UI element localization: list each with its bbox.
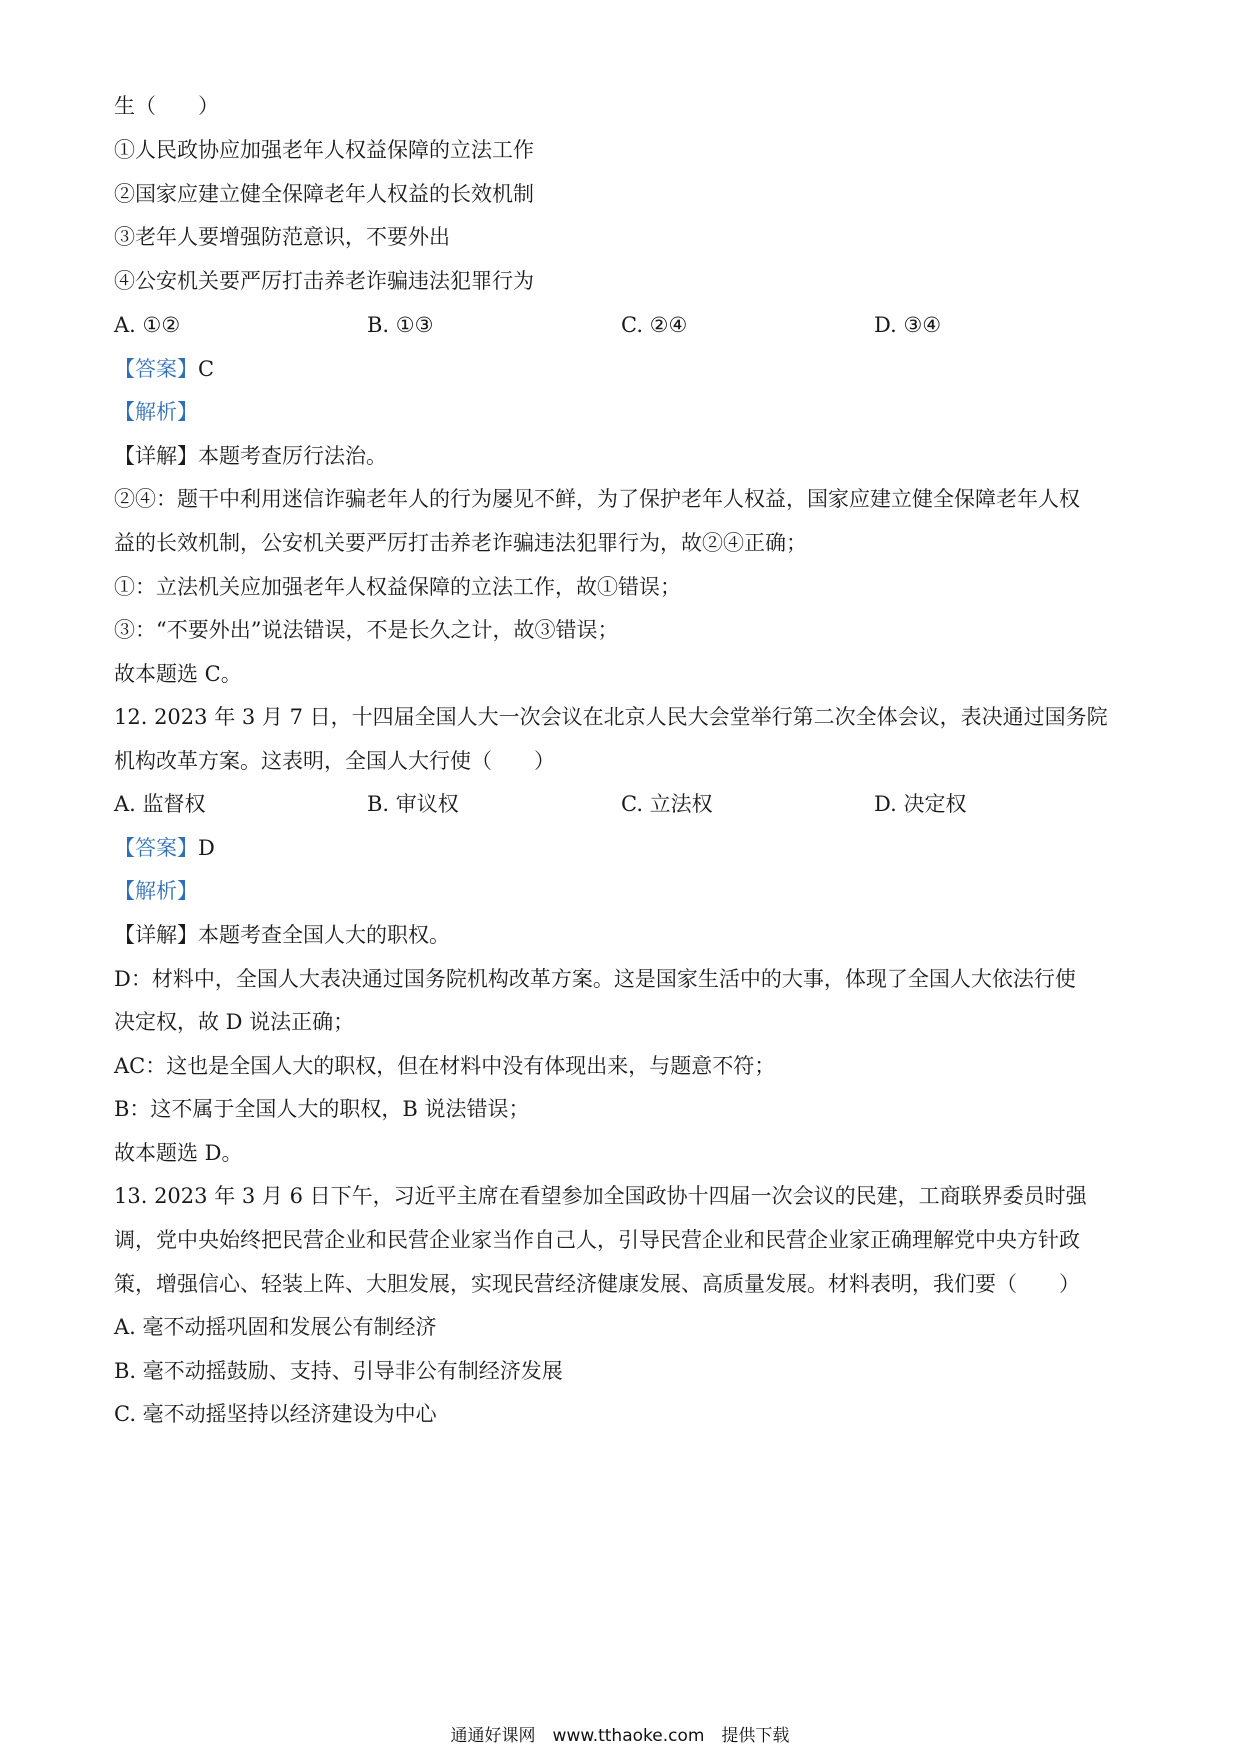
page-footer: 通通好课网 www.tthaoke.com 提供下载: [450, 1726, 790, 1746]
q12-detail-6: 故本题选 D。: [114, 1141, 243, 1165]
q13-option-c: C. 毫不动摇坚持以经济建设为中心: [114, 1402, 437, 1426]
answer-value: C: [198, 357, 215, 381]
q13-stem-3: 策，增强信心、轻装上阵、大胆发展，实现民营经济健康发展、高质量发展。材料表明，我们要（ ）: [114, 1272, 1080, 1296]
q12-option-d: D. 决定权: [874, 792, 967, 816]
q11-answer: [114, 354, 214, 384]
q11-stem-tail: 生（ ）: [114, 94, 219, 118]
q11-detail-4: ①：立法机关应加强老年人权益保障的立法工作，故①错误；: [114, 575, 681, 599]
q12-options: [114, 789, 1144, 819]
q11-statement-1: ①人民政协应加强老年人权益保障的立法工作: [114, 138, 534, 162]
q13-option-a: A. 毫不动摇巩固和发展公有制经济: [114, 1315, 437, 1339]
q12-option-b: B. 审议权: [367, 792, 459, 816]
q11-statement-2: ②国家应建立健全保障老年人权益的长效机制: [114, 182, 534, 206]
q11-analysis-tag: 【解析】: [114, 400, 198, 424]
q12-analysis-tag: 【解析】: [114, 879, 198, 903]
q13-stem-1: 13. 2023 年 3 月 6 日下午，习近平主席在看望参加全国政协十四届一次会议的民建，工商联界委员时强: [114, 1184, 1087, 1208]
q12-stem-1: 12. 2023 年 3 月 7 日，十四届全国人大一次会议在北京人民大会堂举行第二次全体会议，表决通过国务院: [114, 705, 1108, 729]
q11-statement-3: ③老年人要增强防范意识，不要外出: [114, 225, 450, 249]
answer-tag: 【答案】: [114, 357, 198, 381]
q11-detail-3: 益的长效机制，公安机关要严厉打击养老诈骗违法犯罪行为，故②④正确；: [114, 531, 807, 555]
q12-option-a: A. 监督权: [114, 792, 206, 816]
q11-option-b: B. ①③: [367, 313, 434, 337]
answer-tag: 【答案】: [114, 836, 198, 860]
q11-detail-1: 【详解】本题考查厉行法治。: [114, 444, 387, 468]
q12-answer: [114, 833, 215, 863]
q12-detail-4: AC：这也是全国人大的职权，但在材料中没有体现出来，与题意不符；: [114, 1054, 776, 1078]
q12-detail-1: 【详解】本题考查全国人大的职权。: [114, 923, 450, 947]
q13-stem-2: 调，党中央始终把民营企业和民营企业家当作自己人，引导民营企业和民营企业家正确理解党中央方针政: [114, 1228, 1080, 1252]
q12-stem-2: 机构改革方案。这表明，全国人大行使（ ）: [114, 749, 555, 773]
q11-detail-6: 故本题选 C。: [114, 662, 242, 686]
q11-detail-5: ③：“不要外出”说法错误，不是长久之计，故③错误；: [114, 618, 619, 642]
q13-option-b: B. 毫不动摇鼓励、支持、引导非公有制经济发展: [114, 1359, 563, 1383]
q12-detail-5: B：这不属于全国人大的职权，B 说法错误；: [114, 1097, 530, 1121]
q12-detail-3: 决定权，故 D 说法正确；: [114, 1010, 355, 1034]
q12-detail-2: D：材料中，全国人大表决通过国务院机构改革方案。这是国家生活中的大事，体现了全国人大依法行使: [114, 967, 1076, 991]
q11-option-a: A. ①②: [114, 313, 181, 337]
q12-option-c: C. 立法权: [621, 792, 713, 816]
q11-option-c: C. ②④: [621, 313, 688, 337]
q11-option-d: D. ③④: [874, 313, 942, 337]
q11-detail-2: ②④：题干中利用迷信诈骗老年人的行为屡见不鲜，为了保护老年人权益，国家应建立健全保障老年人权: [114, 487, 1080, 511]
answer-value: D: [198, 836, 215, 860]
q11-options: [114, 310, 1144, 340]
q11-statement-4: ④公安机关要严厉打击养老诈骗违法犯罪行为: [114, 269, 534, 293]
